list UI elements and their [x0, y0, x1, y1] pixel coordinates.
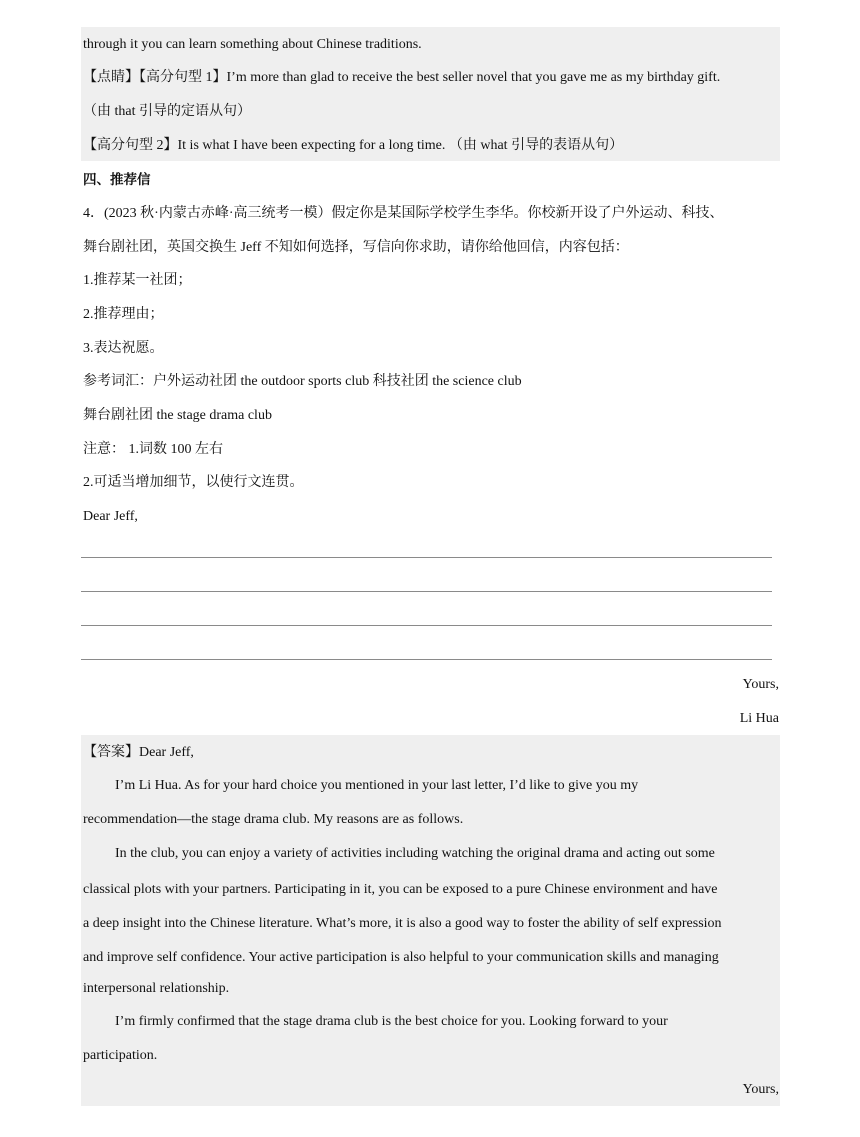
answer-line-2: I’m Li Hua. As for your hard choice you mentioned in your last letter, I’d like to give you my [115, 778, 639, 793]
note-line-1: 注意： 1.词数 100 左右 [83, 442, 223, 457]
top-line-3: （由 that 引导的定语从句） [83, 104, 251, 119]
letter-signature: Li Hua [739, 711, 779, 726]
answer-line-7: and improve self confidence. Your active participation is also helpful to your communication skills and managing [83, 950, 719, 965]
vocab-line-1: 参考词汇：户外运动社团 the outdoor sports club 科技社团 the science club [83, 374, 522, 389]
section-title: 四、推荐信 [83, 172, 151, 188]
answer-line-3: recommendation—the stage drama club. My reasons are as follows. [83, 812, 464, 827]
question-item-3: 3.表达祝愿。 [83, 341, 164, 356]
top-line-4: 【高分句型 2】It is what I have been expecting for a long time. （由 what 引导的表语从句） [83, 138, 624, 153]
answer-line-8: interpersonal relationship. [83, 981, 230, 996]
note-line-2: 2.可适当增加细节，以使行文连贯。 [83, 475, 304, 490]
top-line-1: through it you can learn something about Chinese traditions. [83, 37, 422, 52]
question-item-2: 2.推荐理由； [83, 307, 164, 322]
answer-closing: Yours, [742, 1082, 779, 1097]
writing-line-3 [81, 625, 772, 626]
writing-line-4 [81, 659, 772, 660]
writing-line-2 [81, 591, 772, 592]
question-item-1: 1.推荐某一社团； [83, 273, 192, 288]
question-line-2: 舞台剧社团，英国交换生 Jeff 不知如何选择，写信向你求助，请你给他回信，内容包括： [83, 240, 629, 255]
vocab-line-2: 舞台剧社团 the stage drama club [83, 408, 272, 423]
answer-line-6: a deep insight into the Chinese literature. What’s more, it is also a good way to foster the ability of self expression [83, 916, 722, 931]
letter-salutation: Dear Jeff, [83, 509, 138, 524]
answer-line-10: participation. [83, 1048, 158, 1063]
answer-line-5: classical plots with your partners. Participating in it, you can be exposed to a pure Chinese environment and have [83, 882, 718, 897]
answer-line-9: I’m firmly confirmed that the stage drama club is the best choice for you. Looking forward to your [115, 1014, 668, 1029]
top-line-2: 【点睛】【高分句型 1】I’m more than glad to receive the best seller novel that you gave me as my birthday gift. [83, 70, 721, 85]
writing-line-1 [81, 557, 772, 558]
question-line-1: 4．(2023 秋·内蒙古赤峰·高三统考一模）假定你是某国际学校学生李华。你校新开设了户外运动、科技、 [83, 206, 724, 221]
letter-closing: Yours, [742, 677, 779, 692]
answer-line-1: 【答案】Dear Jeff, [83, 745, 194, 760]
answer-line-4: In the club, you can enjoy a variety of activities including watching the original drama and acting out some [115, 846, 715, 861]
